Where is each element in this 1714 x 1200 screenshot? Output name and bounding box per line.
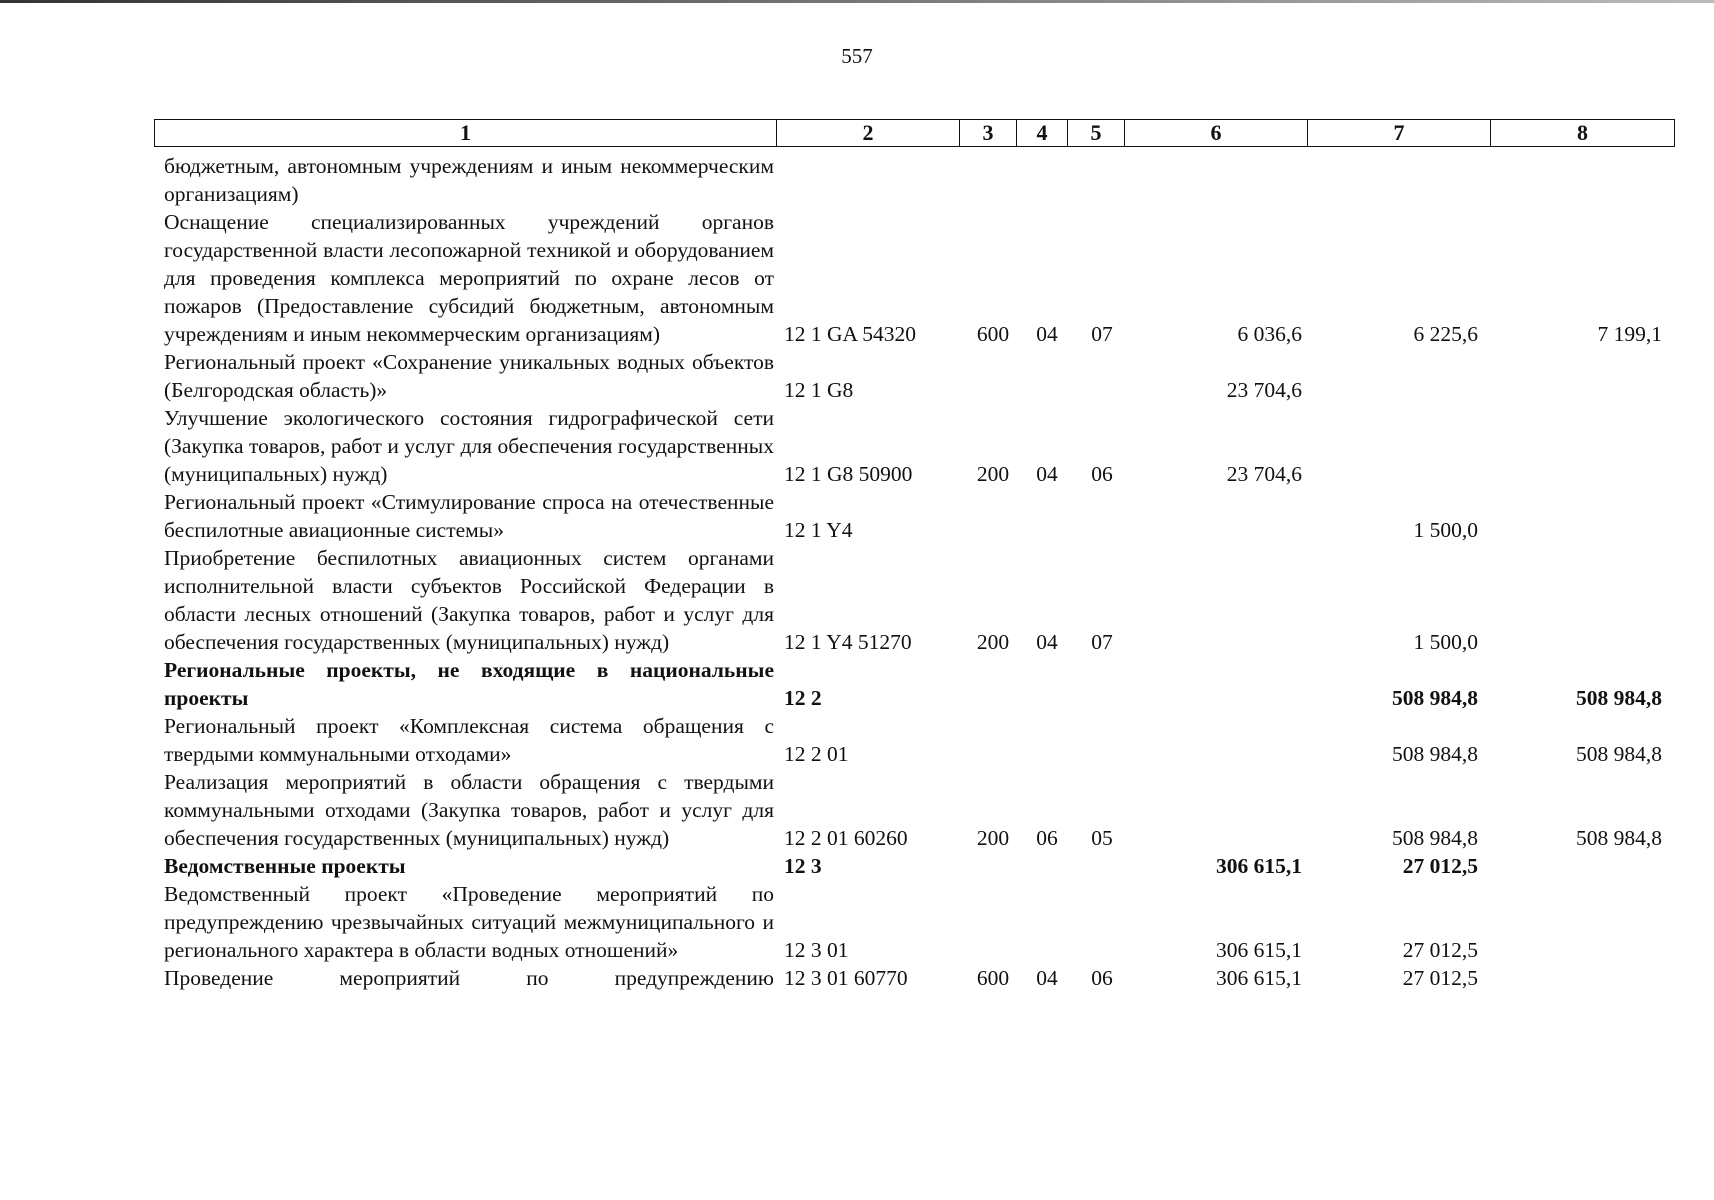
row-description: Оснащение специализированных учреждений органов государственной власти лесопожарной техникой и оборудованием для проведения комплекса мероприятий по охране лесов от пожаров (Предоставление субсидий бюджетным, автономным учреждениям и иным некоммерческим организациям) <box>164 210 774 346</box>
row-subsection: 07 <box>1091 630 1113 654</box>
row-amount-col-7: 1 500,0 <box>1413 518 1478 542</box>
row-expense-type: 200 <box>976 630 1010 654</box>
row-subsection: 05 <box>1091 826 1113 850</box>
row-amount-col-7: 1 500,0 <box>1413 630 1478 654</box>
row-amount-col-6: 306 615,1 <box>1216 938 1302 962</box>
row-section: 04 <box>1036 462 1058 486</box>
row-amount-col-6: 306 615,1 <box>1216 966 1302 990</box>
row-amount-col-7: 508 984,8 <box>1392 826 1478 850</box>
table-row <box>154 656 1674 712</box>
table-row <box>154 852 1674 880</box>
row-amount-col-7: 6 225,6 <box>1413 322 1478 346</box>
header-col-7: 7 <box>1308 120 1491 147</box>
table-row <box>154 404 1674 488</box>
row-description: Ведомственные проекты <box>164 854 406 878</box>
row-budget-code: 12 1 GA 54320 <box>784 322 916 346</box>
page-number: 557 <box>841 44 873 68</box>
row-expense-type: 200 <box>976 462 1010 486</box>
row-section: 04 <box>1036 322 1058 346</box>
row-amount-col-7: 508 984,8 <box>1392 686 1478 710</box>
table-row <box>154 712 1674 768</box>
table-body <box>154 152 1674 992</box>
row-subsection: 06 <box>1091 966 1113 990</box>
row-amount-col-6: 23 704,6 <box>1226 378 1302 402</box>
row-expense-type: 200 <box>976 826 1010 850</box>
row-budget-code: 12 2 01 <box>784 742 849 766</box>
row-budget-code: 12 1 G8 <box>784 378 854 402</box>
row-description: Региональный проект «Сохранение уникальных водных объектов (Белгородская область)» <box>164 350 774 402</box>
table-row <box>154 208 1674 348</box>
header-col-6: 6 <box>1125 120 1308 147</box>
row-expense-type: 600 <box>976 322 1010 346</box>
row-section: 04 <box>1036 630 1058 654</box>
row-description: Региональный проект «Стимулирование спроса на отечественные беспилотные авиационные системы» <box>164 490 774 542</box>
row-description: Реализация мероприятий в области обращения с твердыми коммунальными отходами (Закупка товаров, работ и услуг для обеспечения государственных (муниципальных) нужд) <box>164 770 774 850</box>
row-budget-code: 12 2 01 60260 <box>784 826 908 850</box>
row-budget-code: 12 3 01 60770 <box>784 966 908 990</box>
header-col-1: 1 <box>155 120 777 147</box>
row-section: 04 <box>1036 966 1058 990</box>
row-subsection: 06 <box>1091 462 1113 486</box>
row-expense-type: 600 <box>976 966 1010 990</box>
row-amount-col-8: 508 984,8 <box>1576 826 1662 850</box>
row-description: Проведение мероприятий по предупреждению <box>164 966 774 990</box>
row-budget-code: 12 1 Y4 <box>784 518 853 542</box>
row-description: Улучшение экологического состояния гидрографической сети (Закупка товаров, работ и услуг для обеспечения государственных (муниципальных) нужд) <box>164 406 774 486</box>
row-budget-code: 12 3 01 <box>784 938 849 962</box>
header-col-5: 5 <box>1068 120 1125 147</box>
row-amount-col-8: 7 199,1 <box>1597 322 1662 346</box>
header-col-4: 4 <box>1017 120 1068 147</box>
row-amount-col-8: 508 984,8 <box>1576 686 1662 710</box>
row-section: 06 <box>1036 826 1058 850</box>
table-header <box>154 119 1675 147</box>
row-budget-code: 12 1 G8 50900 <box>784 462 913 486</box>
row-description: бюджетным, автономным учреждениям и иным некоммерческим организациям) <box>164 154 774 206</box>
table-row <box>154 152 1674 208</box>
row-description: Приобретение беспилотных авиационных систем органами исполнительной власти субъектов Российской Федерации в области лесных отношений (Закупка товаров, работ и услуг для обеспечения государственных (муниципальных) нужд) <box>164 546 774 654</box>
row-amount-col-7: 27 012,5 <box>1402 854 1478 878</box>
row-amount-col-8: 508 984,8 <box>1576 742 1662 766</box>
row-budget-code: 12 1 Y4 51270 <box>784 630 912 654</box>
row-amount-col-7: 27 012,5 <box>1402 966 1478 990</box>
scan-top-edge <box>0 0 1714 3</box>
row-amount-col-6: 6 036,6 <box>1237 322 1302 346</box>
header-col-3: 3 <box>960 120 1017 147</box>
row-description: Региональный проект «Комплексная система обращения с твердыми коммунальными отходами» <box>164 714 774 766</box>
table-row <box>154 348 1674 404</box>
row-budget-code: 12 2 <box>784 686 822 710</box>
row-description: Ведомственный проект «Проведение мероприятий по предупреждению чрезвычайных ситуаций межмуниципального и регионального характера в области водных отношений» <box>164 882 774 962</box>
table-row <box>154 544 1674 656</box>
row-amount-col-7: 508 984,8 <box>1392 742 1478 766</box>
row-amount-col-6: 23 704,6 <box>1226 462 1302 486</box>
table-row <box>154 768 1674 852</box>
table-row <box>154 964 1674 992</box>
row-description: Региональные проекты, не входящие в национальные проекты <box>164 658 774 710</box>
row-subsection: 07 <box>1091 322 1113 346</box>
header-col-2: 2 <box>777 120 960 147</box>
header-col-8: 8 <box>1491 120 1675 147</box>
table-row <box>154 880 1674 964</box>
row-amount-col-6: 306 615,1 <box>1216 854 1302 878</box>
row-budget-code: 12 3 <box>784 854 822 878</box>
table-row <box>154 488 1674 544</box>
row-amount-col-7: 27 012,5 <box>1402 938 1478 962</box>
